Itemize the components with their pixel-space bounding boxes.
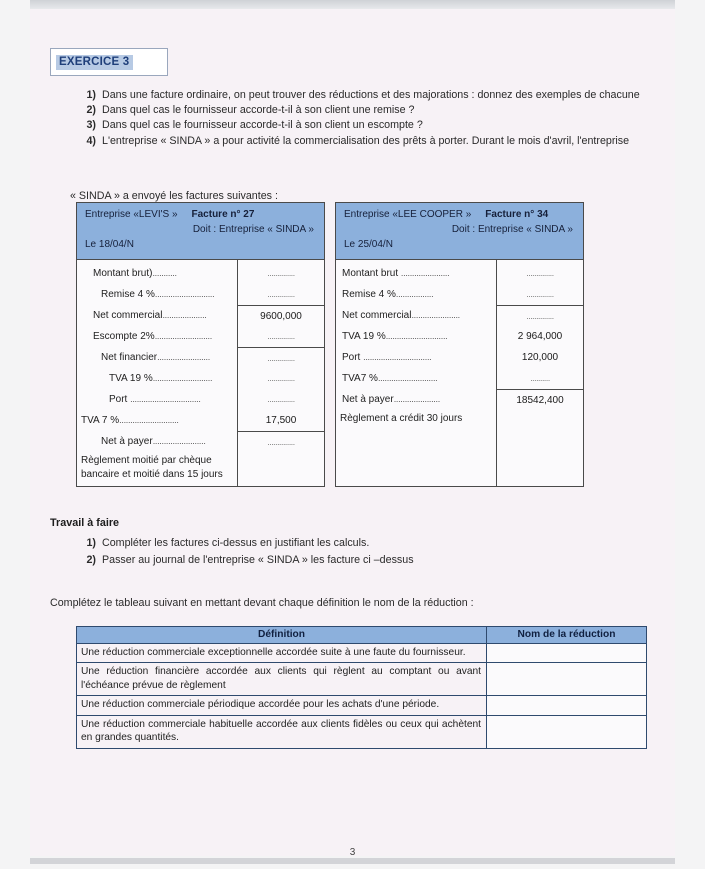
- invoice-line-labels: [336, 260, 497, 486]
- invoice-line-label: Montant brut): [93, 268, 153, 279]
- invoice-line: [340, 305, 492, 326]
- table-row: [77, 715, 647, 748]
- invoice-payment-note: Règlement moitié par chèque bancaire et moitié dans 15 jours: [81, 455, 223, 481]
- invoice-line: [81, 347, 233, 368]
- table-row: [77, 644, 647, 663]
- invoice-amount: ..............: [238, 347, 324, 368]
- invoice-line: [340, 326, 492, 347]
- document-page: [30, 9, 675, 856]
- invoice-amount: ..............: [267, 268, 295, 278]
- invoice-amount: 18542,400: [497, 389, 583, 410]
- invoice-line-dots: ...........................: [377, 373, 438, 383]
- invoice-amount: ..............: [238, 431, 324, 452]
- viewer-top-edge: [30, 0, 675, 9]
- reduction-table: [76, 626, 647, 749]
- invoice-line-label: Escompte 2%: [93, 331, 155, 342]
- travail-number: 1): [86, 537, 96, 549]
- question-text: Dans une facture ordinaire, on peut trouver des réductions et des majorations : donnez des exemples de chacune: [102, 89, 640, 101]
- invoice-line-label: Net commercial: [93, 310, 163, 321]
- exercice-title-box: [50, 48, 168, 76]
- invoice-line-dots: .................: [395, 289, 434, 299]
- invoice-line-label: TVA 7 %: [81, 415, 120, 426]
- question-item: [82, 118, 682, 132]
- invoice-line-dots: ...........: [152, 268, 177, 278]
- travail-item: [82, 536, 642, 550]
- invoice-line: [81, 368, 233, 389]
- invoice-amount: ..............: [267, 373, 295, 383]
- question-number: 1): [86, 89, 96, 101]
- invoice-line-label: TVA 19 %: [109, 373, 153, 384]
- question-text: Dans quel cas le fournisseur accorde-t-il à son client un escompte ?: [102, 119, 423, 132]
- invoice-amount: ..........: [530, 373, 550, 383]
- viewer-bottom-edge: [30, 858, 675, 864]
- invoice-amount: ..............: [526, 289, 554, 299]
- column-header-definition: Définition: [77, 627, 487, 644]
- invoice-line: [81, 389, 233, 410]
- question-number: 3): [86, 119, 96, 132]
- invoice-amount: ..............: [267, 331, 295, 341]
- travail-text: Passer au journal de l'entreprise « SINDA » les facture ci –dessus: [102, 554, 414, 567]
- question-item: [82, 103, 682, 117]
- invoice-payment-note: Règlement a crédit 30 jours: [340, 413, 463, 424]
- invoice-header: [336, 203, 583, 260]
- invoice-amount: 17,500: [265, 415, 297, 426]
- invoice-line-dots: ........................: [157, 352, 210, 362]
- reduction-name-cell[interactable]: [487, 644, 647, 663]
- invoice-doit: Doit : Entreprise « SINDA »: [451, 224, 573, 235]
- invoice-amount-filler: [238, 452, 324, 486]
- invoice-line: [81, 431, 233, 452]
- invoice-body: [336, 260, 583, 486]
- invoices-intro-line: « SINDA » a envoyé les factures suivantes :: [70, 190, 278, 202]
- invoice-line: [340, 389, 492, 410]
- invoice-line: [81, 263, 233, 284]
- invoice-line: [340, 284, 492, 305]
- invoice-supplier: Entreprise «LEE COOPER »: [344, 209, 472, 220]
- invoice-supplier: Entreprise «LEVI'S »: [85, 209, 178, 220]
- column-header-name: Nom de la réduction: [487, 627, 647, 644]
- invoices-container: [76, 202, 651, 487]
- invoice-filler: [340, 426, 492, 482]
- invoice-amount: ..............: [267, 289, 295, 299]
- table-row: [77, 663, 647, 696]
- invoice-line-label: Port: [109, 394, 131, 405]
- exercice-title-label: EXERCICE 3: [56, 55, 133, 70]
- invoice-amount: ..............: [526, 268, 554, 278]
- invoice-line-label: Montant brut: [342, 268, 401, 279]
- invoice-line-dots: ............................: [385, 331, 448, 341]
- question-number: 2): [86, 104, 96, 117]
- invoice-line-label: Port: [342, 352, 364, 363]
- travail-item: [82, 553, 642, 567]
- invoice-line: [340, 368, 492, 389]
- invoice-lee-cooper: [335, 202, 584, 487]
- definition-cell: Une réduction commerciale périodique accordée pour les achats d'une période.: [77, 696, 487, 715]
- question-number: 4): [86, 134, 96, 147]
- invoice-line-dots: ...............................: [363, 352, 432, 362]
- invoice-doit: Doit : Entreprise « SINDA »: [192, 224, 314, 235]
- invoice-line-dots: ...........................: [154, 289, 215, 299]
- table-row: [77, 696, 647, 715]
- travail-a-faire-list: [82, 536, 642, 571]
- definition-cell: Une réduction financière accordée aux clients qui règlent au comptant ou avant l'échéance prévue de règlement: [77, 663, 487, 696]
- invoice-amount: ..............: [497, 305, 583, 326]
- invoice-body: [77, 260, 324, 486]
- invoice-line-label: Remise 4 %: [101, 289, 155, 300]
- invoice-line: [81, 410, 233, 431]
- reduction-name-cell[interactable]: [487, 663, 647, 696]
- question-list: [82, 88, 682, 149]
- invoice-amount: 120,000: [521, 352, 559, 363]
- definition-cell: Une réduction commerciale exceptionnelle accordée suite à une faute du fournisseur.: [77, 644, 487, 663]
- invoice-line-dots: ......................: [411, 310, 460, 320]
- invoice-line-label: TVA 19 %: [342, 331, 386, 342]
- invoice-line-dots: ....................: [162, 310, 207, 320]
- invoice-line-dots: .....................: [393, 394, 440, 404]
- invoice-date: Le 18/04/N: [85, 239, 134, 250]
- invoice-line-label: Net financier: [101, 352, 158, 363]
- question-text: L'entreprise « SINDA » a pour activité la commercialisation des prêts à porter. Durant le mois d'avril, l'entreprise: [102, 134, 630, 147]
- invoice-amount: 9600,000: [238, 305, 324, 326]
- invoice-line-label: Net à payer: [101, 436, 153, 447]
- invoice-header: [77, 203, 324, 260]
- invoice-line-dots: ......................: [400, 268, 450, 278]
- invoice-levis: [76, 202, 325, 487]
- invoice-line: [81, 305, 233, 326]
- table-header-row: [77, 627, 647, 644]
- invoice-line-labels: [77, 260, 238, 486]
- invoice-line-dots: ...........................: [152, 373, 213, 383]
- invoice-line-dots: ........................: [152, 436, 206, 446]
- completez-instruction: Complétez le tableau suivant en mettant devant chaque définition le nom de la réduction :: [50, 597, 474, 609]
- invoice-line-label: Net commercial: [342, 310, 412, 321]
- invoice-amount: ..............: [267, 394, 295, 404]
- invoice-line-dots: ..........................: [154, 331, 212, 341]
- question-item: [82, 134, 682, 148]
- invoice-amount-filler: [497, 410, 583, 486]
- invoice-line: [340, 263, 492, 284]
- invoice-line: [81, 284, 233, 305]
- travail-text: Compléter les factures ci-dessus en justifiant les calculs.: [102, 537, 370, 549]
- invoice-number: Facture n° 34: [485, 209, 549, 220]
- invoice-line-label: Remise 4 %: [342, 289, 396, 300]
- reduction-name-cell[interactable]: [487, 696, 647, 715]
- invoice-line-dots: ................................: [130, 394, 201, 404]
- invoice-line: [340, 347, 492, 368]
- invoice-amount: 2 964,000: [517, 331, 563, 342]
- invoice-line: [81, 326, 233, 347]
- question-text: Dans quel cas le fournisseur accorde-t-il à son client une remise ?: [102, 104, 415, 117]
- definition-cell: Une réduction commerciale habituelle accordée aux clients fidèles ou ceux qui achètent en grandes quantités.: [77, 715, 487, 748]
- invoice-line-label: Net à payer: [342, 394, 394, 405]
- question-item: [82, 88, 682, 102]
- travail-a-faire-title: Travail à faire: [50, 517, 120, 529]
- invoice-line-label: TVA7 %: [342, 373, 378, 384]
- travail-number: 2): [86, 554, 96, 567]
- page-number: 3: [349, 847, 356, 858]
- reduction-name-cell[interactable]: [487, 715, 647, 748]
- invoice-number: Facture n° 27: [191, 209, 255, 220]
- invoice-line-dots: ...........................: [119, 415, 179, 425]
- invoice-amount-column: [497, 260, 583, 486]
- invoice-amount-column: [238, 260, 324, 486]
- invoice-date: Le 25/04/N: [344, 239, 393, 250]
